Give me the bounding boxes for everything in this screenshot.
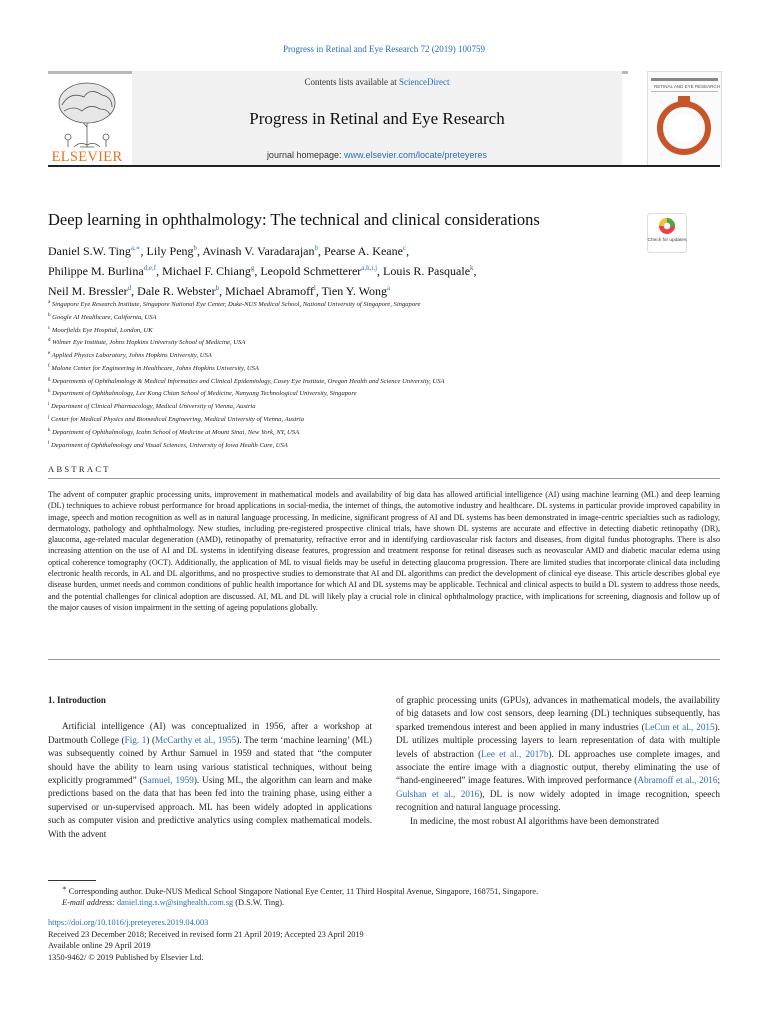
doi-link[interactable]: https://doi.org/10.1016/j.preteyeres.2019.04.003 bbox=[48, 918, 209, 927]
email-link[interactable]: daniel.ting.s.w@singhealth.com.sg bbox=[117, 898, 234, 908]
affiliation-item bbox=[48, 375, 688, 388]
affiliation-item bbox=[48, 426, 688, 439]
affiliation-key: k bbox=[48, 427, 51, 433]
paragraph-text: ; bbox=[717, 775, 721, 786]
author-name[interactable]: Neil M. Bressler bbox=[48, 284, 128, 298]
paragraph-text: of graphic processing units (GPUs), advances in mathematical models, the availability of big datasets and low cost sensors, deep learning (DL) techniques subsequently, has sparked tremendous interest and been applied in many industries ( bbox=[396, 695, 720, 732]
body-paragraph bbox=[396, 694, 720, 815]
crossmark-label: Check for updates bbox=[647, 238, 687, 243]
affiliation-text: Department of Ophthalmology, Lee Kong Chian School of Medicine, Nanyang Technological University, Singapore bbox=[50, 390, 357, 398]
paragraph-text: ), DL is now widely adopted in image recognition, speech recognition and natural language processing. bbox=[396, 788, 721, 813]
paragraph-text: ). Using ML, the algorithm can learn and make predictions based on the data that has been fed into the training phase, using either a supervised or un-supervised approach. ML has been widely adopted in applications such as computer vision and predictive analytics using complex mathematical models. With the advent bbox=[48, 775, 373, 839]
author-affiliation-marker[interactable]: a,∗ bbox=[130, 244, 141, 252]
contents-prefix: Contents lists available at bbox=[304, 77, 399, 87]
journal-cover-thumbnail[interactable] bbox=[647, 71, 722, 167]
affiliation-text: Department of Ophthalmology, Icahn School of Medicine at Mount Sinai, New York, NY, USA bbox=[50, 429, 300, 436]
affiliation-text: Center for Medical Physics and Biomedical Engineering, Medical University of Vienna, Austria bbox=[49, 416, 305, 424]
author-name[interactable]: Tien Y. Wong bbox=[321, 284, 388, 298]
author-separator: , bbox=[156, 264, 163, 278]
elsevier-wordmark: ELSEVIER bbox=[51, 149, 123, 165]
affiliation-text: Google AI Healthcare, California, USA bbox=[50, 313, 157, 321]
received-dates: Received 23 December 2018; Received in revised form 21 April 2019; Accepted 23 April 2019 bbox=[48, 929, 364, 939]
abstract-text: The advent of computer graphic processing units, improvement in mathematical models and availability of big data has allowed artificial intelligence (AI) using machine learning (ML) and deep learning (DL) techniques to achieve robust performance for broad applications in social-media, the internet of things, the automotive industry and healthcare. DL systems in particular provide improved capability in image, speech and motion recognition as well as in natural language processing. In medicine, significant progress of AI and DL systems has been demonstrated in image-centric specialties such as radiology, dermatology, pathology and ophthalmology. New studies, including pre-registered prospective clinical trials, have shown DL systems are accurate and effective in detecting diabetic retinopathy (DR), glaucoma, age-related macular degeneration (AMD), retinopathy of prematurity, refractive error and in identifying cardiovascular risk factors and diseases, from digital fundus photographs. There is also increasing attention on the use of AI and DL systems in identifying disease features, progression and treatment response for retinal diseases such as neovascular AMD and diabetic macular edema using optical coherence tomography (OCT). Additionally, the application of ML to visual fields may be useful in detecting glaucoma progression. There are limited studies that incorporate clinical data including electronic health records, in AL and DL algorithms, and no prospective studies to demonstrate that AI and DL algorithms can predict the development of clinical eye disease. This article describes global eye disease burden, unmet needs and common conditions of public health importance for which AI and DL systems may be applicable. Technical and clinical aspects to build a DL system to address those needs, and the potential challenges for clinical adoption are discussed. AI, ML and DL will likely play a crucial role in clinical ophthalmology practice, with implications for screening, diagnosis and follow up of the major causes of vision impairment in the setting of ageing populations globally. bbox=[48, 490, 720, 612]
author-affiliation-marker[interactable]: d,e,f bbox=[143, 264, 157, 272]
affiliation-item bbox=[48, 413, 688, 426]
section-heading-introduction: 1. Introduction bbox=[48, 695, 106, 705]
affiliation-item bbox=[48, 387, 688, 400]
affiliation-item bbox=[48, 362, 688, 375]
author-name[interactable]: Philippe M. Burlina bbox=[48, 264, 144, 278]
affiliation-text: Departments of Ophthalmology & Medical Informatics and Clinical Epidemiology, Casey Eye Institute, Oregon Health and Science University, USA bbox=[50, 377, 445, 385]
corresponding-text: Corresponding author. Duke-NUS Medical School Singapore National Eye Center, 11 Third Hospital Avenue, Singapore, 168751, Singapore. bbox=[68, 886, 539, 896]
abstract-heading: ABSTRACT bbox=[48, 464, 111, 474]
copyright: 1350-9462/ © 2019 Published by Elsevier Ltd. bbox=[48, 952, 204, 962]
email-suffix: (D.S.W. Ting). bbox=[235, 898, 285, 908]
affiliation-text: Department of Ophthalmology and Visual Sciences, University of Iowa Health Care, USA bbox=[49, 441, 288, 449]
author-separator: , bbox=[406, 244, 410, 258]
citation-link[interactable]: Samuel, 1959 bbox=[142, 775, 194, 786]
author-separator: , bbox=[377, 264, 384, 278]
affiliation-text: Singapore Eye Research Institute, Singapore National Eye Center, Duke-NUS Medical School, National University of Singapore, Singapore bbox=[50, 301, 421, 309]
affiliation-key: c bbox=[48, 325, 51, 331]
affiliation-key: h bbox=[48, 389, 51, 395]
author-name[interactable]: Leopold Schmetterer bbox=[260, 264, 362, 278]
footnote-rule bbox=[48, 880, 96, 881]
author-name[interactable]: Avinash V. Varadarajan bbox=[202, 244, 315, 258]
paragraph-text: ). The term ‘machine learning’ (ML) was subsequently coined by Arthur Samuel in 1959 and stated that “the computer should have the ability to learn using various statistical techniques, without being explicitly programmed” ( bbox=[48, 734, 372, 786]
footnote-mark: ∗ bbox=[62, 885, 67, 892]
affiliation-key: g bbox=[48, 376, 51, 382]
citation-link[interactable]: Lee et al., 2017b bbox=[481, 748, 549, 759]
email-note bbox=[48, 897, 720, 909]
affiliation-item bbox=[48, 336, 688, 349]
affiliation-key: i bbox=[48, 402, 50, 408]
author-affiliation-marker[interactable]: d bbox=[127, 284, 132, 292]
affiliation-key: b bbox=[48, 312, 51, 318]
author-name[interactable]: Louis R. Pasquale bbox=[383, 264, 471, 278]
journal-header bbox=[48, 71, 720, 167]
author-separator: , bbox=[131, 284, 138, 298]
abstract-rule-top bbox=[48, 478, 720, 479]
paragraph-text: ) ( bbox=[146, 734, 156, 745]
citation-link[interactable]: LeCun et al., 2015 bbox=[644, 721, 715, 732]
journal-reference-link[interactable]: Progress in Retinal and Eye Research 72 (2019) 100759 bbox=[283, 44, 485, 54]
author-name[interactable]: Michael F. Chiang bbox=[162, 264, 251, 278]
affiliation-item bbox=[48, 298, 688, 311]
affiliation-key: d bbox=[48, 338, 51, 344]
publication-info bbox=[48, 917, 720, 963]
author-list bbox=[48, 240, 648, 300]
author-separator: , bbox=[315, 284, 322, 298]
cover-title: RETINAL AND EYE RESEARCH bbox=[654, 84, 720, 89]
affiliation-key: e bbox=[48, 351, 51, 357]
author-separator: , bbox=[317, 244, 324, 258]
email-label: E-mail address: bbox=[62, 898, 115, 908]
authors-line-3 bbox=[48, 280, 648, 300]
author-affiliation-marker[interactable]: k bbox=[470, 264, 474, 272]
body-paragraph bbox=[48, 720, 372, 841]
journal-homepage bbox=[132, 150, 622, 160]
author-affiliation-marker[interactable]: a bbox=[387, 284, 391, 292]
author-name[interactable]: Daniel S.W. Ting bbox=[48, 244, 131, 258]
authors-line-1 bbox=[48, 240, 648, 260]
body-column-left bbox=[48, 694, 372, 841]
homepage-label: journal homepage: bbox=[266, 150, 344, 160]
author-separator: , bbox=[254, 264, 261, 278]
author-name[interactable]: Dale R. Webster bbox=[137, 284, 216, 298]
author-affiliation-marker[interactable]: l bbox=[313, 284, 316, 292]
journal-banner bbox=[132, 71, 622, 165]
author-affiliation-marker[interactable]: b bbox=[215, 284, 220, 292]
crossmark-icon bbox=[647, 213, 687, 253]
affiliation-item bbox=[48, 324, 688, 337]
abstract-rule-bottom bbox=[48, 659, 720, 660]
affiliation-item bbox=[48, 311, 688, 324]
footnotes bbox=[48, 883, 720, 909]
paragraph-text: ). DL approaches use complete images, and associate the entire image with a diagnostic output, thereby eliminating the use of “hand-engineered” image features. With improved performance ( bbox=[396, 748, 721, 786]
affiliation-text: Department of Clinical Pharmacology, Medical University of Vienna, Austria bbox=[49, 403, 256, 411]
author-affiliation-marker[interactable]: c bbox=[402, 244, 407, 252]
affiliation-list bbox=[48, 298, 688, 451]
affiliation-text: Wilmer Eye Institute, Johns Hopkins University School of Medicine, USA bbox=[50, 339, 246, 347]
contents-line bbox=[132, 77, 622, 87]
citation-link[interactable]: Abramoff et al., 2016 bbox=[637, 775, 718, 786]
author-separator: , bbox=[473, 264, 477, 278]
author-name[interactable]: Michael Abramoff bbox=[225, 284, 314, 298]
affiliation-key: a bbox=[48, 300, 51, 305]
affiliation-text: Malone Center for Engineering in Healthcare, Johns Hopkins University, USA bbox=[49, 365, 259, 373]
affiliation-text: Applied Physics Laboratory, Johns Hopkins University, USA bbox=[50, 352, 212, 360]
paragraph-text: ). DL utilizes multiple processing layers to learn representation of data with multiple levels of abstraction ( bbox=[396, 721, 720, 759]
crossmark-badge[interactable] bbox=[647, 213, 687, 253]
homepage-link[interactable]: www.elsevier.com/locate/preteyeres bbox=[344, 150, 488, 160]
affiliation-text: Moorfields Eye Hospital, London, UK bbox=[50, 326, 153, 334]
corresponding-author-note bbox=[48, 883, 720, 897]
affiliation-item bbox=[48, 400, 688, 413]
citation-link[interactable]: Fig. 1 bbox=[124, 734, 147, 745]
affiliation-item bbox=[48, 439, 688, 452]
body-paragraph: In medicine, the most robust AI algorithms have been demonstrated bbox=[410, 815, 660, 826]
citation-link[interactable]: McCarthy et al., 1955 bbox=[155, 734, 237, 745]
author-affiliation-marker[interactable]: b bbox=[314, 244, 318, 252]
author-separator: , bbox=[197, 244, 203, 258]
paragraph-text: Artificial intelligence (AI) was conceptualized in 1956, after a workshop at Dartmouth College ( bbox=[48, 721, 372, 745]
author-name[interactable]: Lily Peng bbox=[146, 244, 194, 258]
header-bottom-rule bbox=[48, 165, 720, 167]
authors-line-2 bbox=[48, 260, 648, 280]
body-column-right bbox=[396, 694, 720, 828]
citation-link[interactable]: Gulshan et al., 2016 bbox=[396, 788, 480, 799]
affiliation-key: l bbox=[48, 440, 50, 446]
author-separator: , bbox=[140, 244, 147, 258]
affiliation-key: f bbox=[48, 363, 50, 369]
journal-title: Progress in Retinal and Eye Research bbox=[249, 109, 505, 128]
author-affiliation-marker[interactable]: a,h,i,j bbox=[361, 264, 378, 272]
affiliation-item bbox=[48, 349, 688, 362]
paper-title: Deep learning in ophthalmology: The technical and clinical considerations bbox=[48, 210, 540, 229]
author-affiliation-marker[interactable]: b bbox=[193, 244, 198, 252]
online-date: Available online 29 April 2019 bbox=[48, 941, 151, 951]
author-affiliation-marker[interactable]: g bbox=[250, 264, 255, 272]
affiliation-key: j bbox=[48, 415, 50, 421]
author-name[interactable]: Pearse A. Keane bbox=[323, 244, 403, 258]
author-separator: , bbox=[219, 284, 226, 298]
sciencedirect-link[interactable]: ScienceDirect bbox=[399, 77, 450, 87]
